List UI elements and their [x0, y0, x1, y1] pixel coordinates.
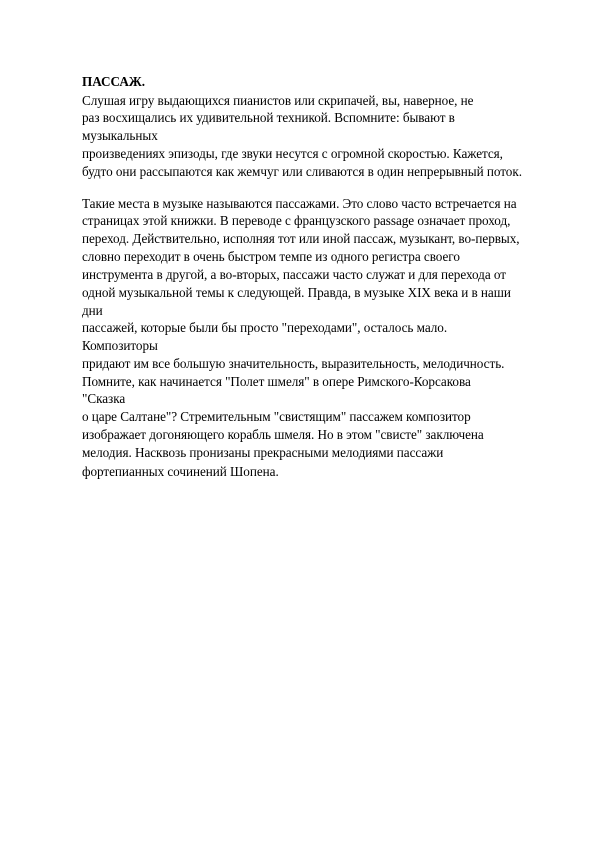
document-title: ПАССАЖ. [82, 74, 146, 89]
paragraph-line: Композиторы [82, 338, 158, 353]
paragraph-line: придают им все большую значительность, выразительность, мелодичность. [82, 356, 505, 371]
paragraph-line: Такие места в музыке называются пассажами. Это слово часто встречается на [82, 196, 517, 211]
paragraph-line: Слушая игру выдающихся пианистов или скрипачей, вы, наверное, не [82, 93, 474, 108]
paragraph-line: будто они рассыпаются как жемчуг или сливаются в один непрерывный поток. [82, 164, 522, 179]
paragraph-line: инструмента в другой, а во-вторых, пассажи часто служат и для перехода от [82, 267, 506, 282]
paragraph-line: Помните, как начинается "Полет шмеля" в опере Римского-Корсакова [82, 374, 471, 389]
paragraph-line: музыкальных [82, 128, 158, 143]
paragraph-line: переход. Действительно, исполняя тот или иной пассаж, музыкант, во-первых, [82, 231, 520, 246]
paragraph-line: пассажей, которые были бы просто "переходами", осталось мало. [82, 320, 448, 335]
paragraph-line: словно переходит в очень быстром темпе из одного регистра своего [82, 249, 460, 264]
paragraph-line: о царе Салтане"? Стремительным "свистящим" пассажем композитор [82, 409, 471, 424]
paragraph-line: изображает догоняющего корабль шмеля. Но в этом "свисте" заключена [82, 427, 484, 442]
paragraph-line: произведениях эпизоды, где звуки несутся с огромной скоростью. Кажется, [82, 146, 503, 161]
paragraph-line: дни [82, 303, 103, 318]
paragraph-line: одной музыкальной темы к следующей. Правда, в музыке XIX века и в наши [82, 285, 511, 300]
paragraph-line: страницах этой книжки. В переводе с французского passage означает проход, [82, 213, 511, 228]
paragraph-line: раз восхищались их удивительной техникой. Вспомните: бывают в [82, 110, 455, 125]
paragraph-line: фортепианных сочинений Шопена. [82, 464, 279, 479]
paragraph-line: "Сказка [82, 391, 126, 406]
paragraph-line: мелодия. Насквозь пронизаны прекрасными мелодиями пассажи [82, 445, 444, 460]
